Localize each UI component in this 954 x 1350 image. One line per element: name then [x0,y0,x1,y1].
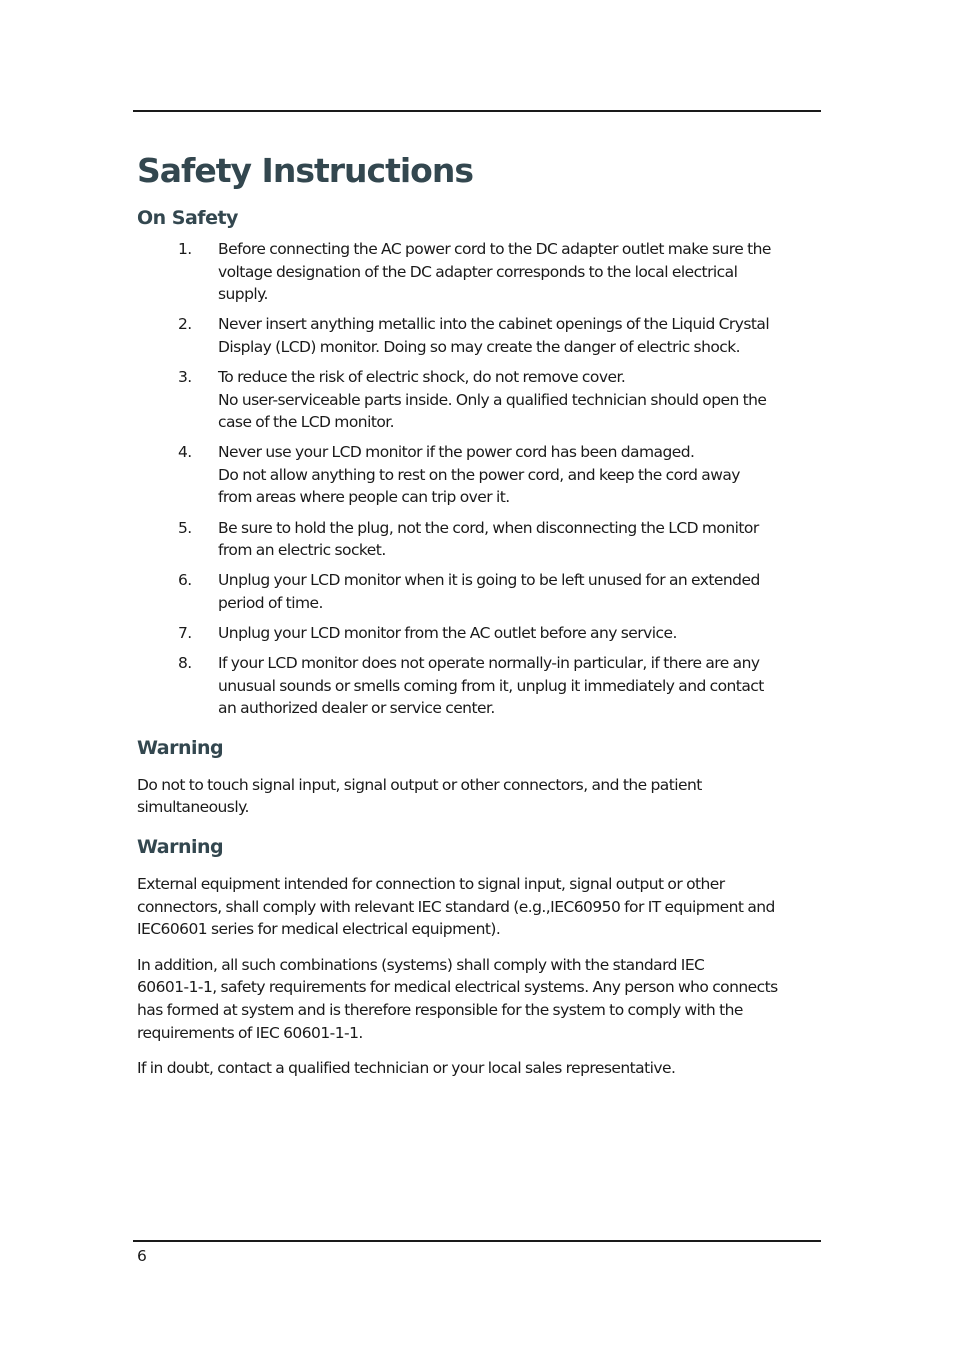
safety-item [137,313,821,358]
safety-list [137,238,821,720]
item-text-line: No user-serviceable parts inside. Only a qualified technician should open the [218,390,767,409]
safety-item [137,622,821,645]
warning-paragraph [137,774,821,819]
item-text-line: period of time. [218,593,323,612]
paragraph-line: 60601-1-1, safety requirements for medical electrical systems. Any person who connects [137,978,778,997]
warning-paragraph [137,954,821,1044]
paragraph-line: connectors, shall comply with relevant IEC standard (e.g.,IEC60950 for IT equipment and [137,897,775,916]
safety-item [137,517,821,562]
item-text-line: from an electric socket. [218,541,386,560]
item-text-line: If your LCD monitor does not operate normally-in particular, if there are any [218,654,760,672]
safety-item [137,366,821,434]
paragraph-line: If in doubt, contact a qualified technician or your local sales representative. [137,1059,676,1078]
item-number: 1. [178,240,192,258]
section-heading-warning: Warning [137,835,224,858]
item-number: 7. [178,623,192,642]
item-text-line: Be sure to hold the plug, not the cord, when disconnecting the LCD monitor [218,518,759,537]
item-number: 2. [178,315,192,334]
item-text-line: from areas where people can trip over it. [218,488,510,507]
item-text-line: Unplug your LCD monitor when it is going to be left unused for an extended [218,571,760,590]
page-title: Safety Instructions [137,151,473,190]
item-text-line: Do not allow anything to rest on the power cord, and keep the cord away [218,465,740,484]
item-text-line: Never insert anything metallic into the cabinet openings of the Liquid Crystal [218,315,770,334]
item-text-line: voltage designation of the DC adapter corresponds to the local electrical [218,262,738,281]
safety-item [137,238,821,306]
header-rule [133,110,821,112]
item-text-line: an authorized dealer or service center. [218,699,495,718]
page-content [137,148,821,1080]
item-text-line: unusual sounds or smells coming from it, unplug it immediately and contact [218,676,764,695]
paragraph-line: simultaneously. [137,798,249,817]
item-text-line: Display (LCD) monitor. Doing so may create the danger of electric shock. [218,337,741,356]
paragraph-line: IEC60601 series for medical electrical equipment). [137,920,501,939]
paragraph-line: Do not to touch signal input, signal output or other connectors, and the patient [137,775,702,794]
paragraph-line: In addition, all such combinations (systems) shall comply with the standard IEC [137,955,705,974]
item-number: 5. [178,518,192,537]
paragraph-line: requirements of IEC 60601-1-1. [137,1023,363,1042]
item-text-line: case of the LCD monitor. [218,413,395,432]
page-number: 6 [137,1247,147,1265]
section-heading-on-safety: On Safety [137,207,238,229]
section-heading-warning: Warning [137,736,224,759]
item-number: 3. [178,367,192,386]
safety-item [137,441,821,509]
paragraph-line: has formed at system and is therefore responsible for the system to comply with the [137,1000,743,1019]
item-number: 8. [178,654,192,672]
paragraph-line: External equipment intended for connection to signal input, signal output or other [137,874,725,893]
warning-paragraph [137,873,821,941]
item-number: 4. [178,443,192,462]
item-text-line: To reduce the risk of electric shock, do not remove cover. [218,367,626,386]
footer-rule [133,1240,821,1242]
item-text-line: Never use your LCD monitor if the power cord has been damaged. [218,443,695,462]
item-number: 6. [178,571,192,590]
item-text-line: Unplug your LCD monitor from the AC outlet before any service. [218,623,677,642]
safety-item [137,569,821,614]
item-text-line: Before connecting the AC power cord to the DC adapter outlet make sure the [218,240,771,258]
item-text-line: supply. [218,285,268,304]
warning-paragraph [137,1057,821,1080]
safety-item [137,652,821,720]
